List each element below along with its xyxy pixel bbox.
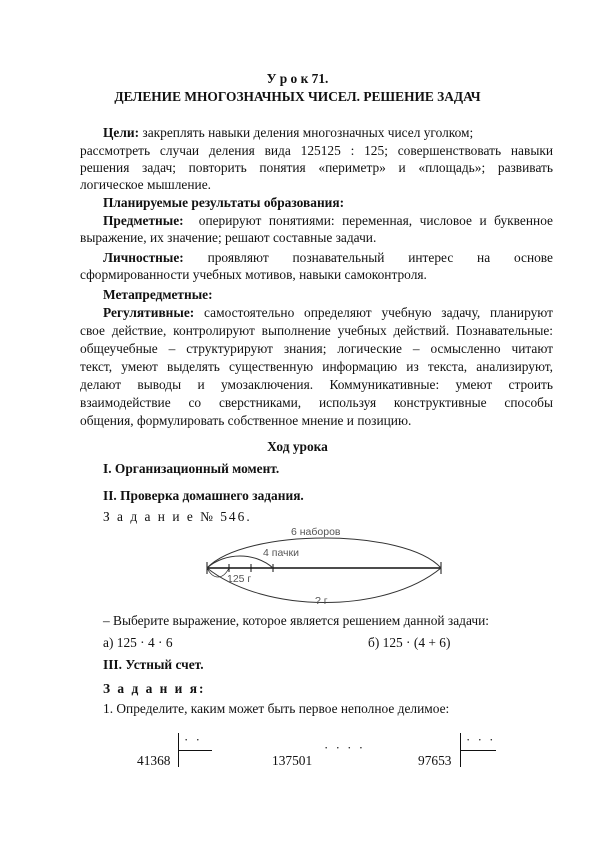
option-b: б) 125 · (4 + 6): [368, 635, 451, 650]
subject-line-1: Предметные: оперируют понятиями: переменная, числовое и буквенное: [103, 213, 554, 228]
course-heading: Ход урока: [267, 439, 328, 454]
regulatory-line-1: Регулятивные: самостоятельно определяют учебную задачу, планируют: [103, 305, 553, 320]
goals-line-2: рассмотреть случаи деления вида 125125 : 125; совершенствовать навыки: [80, 143, 553, 158]
meta-heading: Метапредметные:: [103, 287, 213, 302]
question-text: – Выберите выражение, которое является решением данной задачи:: [103, 613, 489, 628]
goals-line-1: Цели: закреплять навыки деления многозначных чисел уголком;: [103, 125, 474, 140]
division-1-line: [178, 750, 212, 751]
division-1-dots: · ·: [184, 732, 202, 747]
personal-line-2: сформированности учебных мотивов, навыки самоконтроля.: [80, 267, 427, 282]
goals-label: Цели:: [103, 125, 140, 140]
option-a: а) 125 · 4 · 6: [103, 635, 173, 650]
regulatory-line-7: общения, формулировать собственное мнение и позицию.: [80, 413, 412, 428]
section-1-heading: I. Организационный момент.: [103, 461, 280, 476]
subject-line-2: выражение, их значение; решают составные задачи.: [80, 230, 377, 245]
goals-line-4: логическое мышление.: [80, 177, 211, 192]
diagram-outer-arc: [207, 538, 441, 568]
lesson-title: ДЕЛЕНИЕ МНОГОЗНАЧНЫХ ЧИСЕЛ. РЕШЕНИЕ ЗАДАЧ: [114, 89, 481, 104]
task-diagram: [195, 522, 455, 608]
regulatory-line-5: делают выводы и умозаключения. Коммуникативные: умеют строить: [80, 377, 553, 392]
regulatory-line-6: взаимодействие со сверстниками, используя конструктивные способы: [80, 395, 553, 410]
diagram-label-small: 125 г: [227, 573, 252, 585]
tasks-label: З а д а н и я:: [103, 681, 206, 696]
regulatory-line-2: свое действие, контролируют выполнение учебных действий. Познавательные:: [80, 323, 553, 338]
division-1-dividend: 41368: [137, 753, 171, 768]
personal-line-1: Личностные: проявляют познавательный интерес на основе: [103, 250, 553, 265]
division-2-dots: · · · ·: [324, 740, 366, 755]
task-label: З а д а н и е № 546.: [103, 509, 252, 524]
diagram-label-outer: 6 наборов: [291, 526, 341, 538]
section-2-heading: II. Проверка домашнего задания.: [103, 488, 304, 503]
goals-line-3: решения задач; повторить понятия «периметр» и «площадь»; развивать: [80, 160, 553, 175]
division-2-dividend: 137501: [272, 753, 313, 768]
diagram-label-total: ? г: [315, 595, 328, 607]
results-heading: Планируемые результаты образования:: [103, 195, 345, 210]
division-3-dots: · · ·: [466, 732, 496, 747]
division-3-dividend: 97653: [418, 753, 452, 768]
division-3-line: [460, 750, 496, 751]
diagram-label-inner: 4 пачки: [263, 547, 299, 559]
regulatory-line-4: текст, умеют выделять существенную информацию из текста, анализируют,: [80, 359, 553, 374]
task-1-text: 1. Определите, каким может быть первое неполное делимое:: [103, 701, 450, 716]
section-3-heading: III. Устный счет.: [103, 657, 204, 672]
lesson-number: У р о к 71.: [266, 71, 329, 86]
regulatory-line-3: общеучебные – структурируют знания; логические – осмысленно читают: [80, 341, 553, 356]
